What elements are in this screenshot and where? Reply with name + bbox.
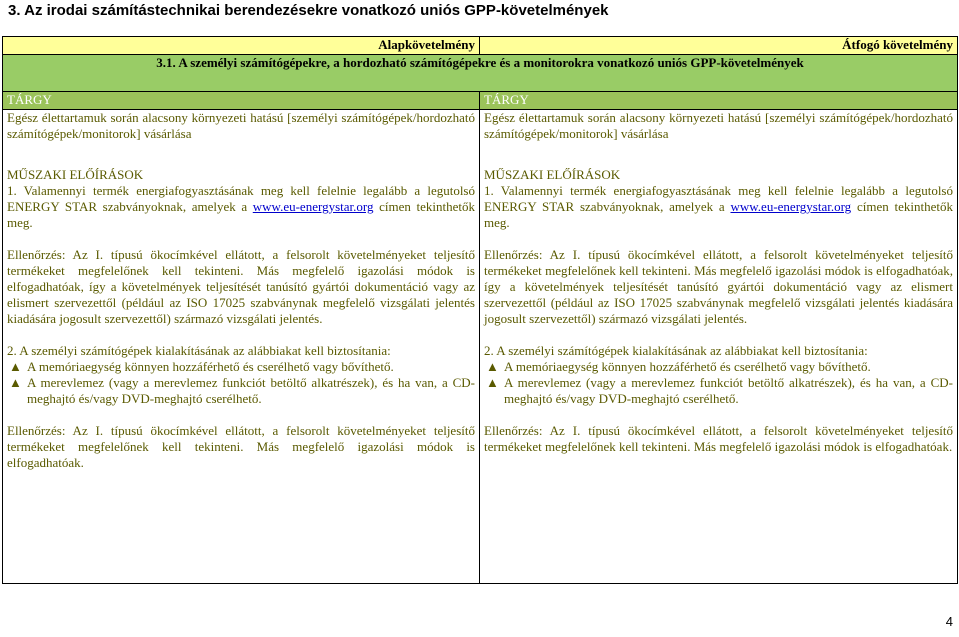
section-title: 3.1. A személyi számítógépekre, a hordozható számítógépekre és a monitorokra vonatkozó uniós GPP-követelmények	[3, 55, 958, 92]
left-subject-label: TÁRGY	[3, 92, 480, 110]
left-column-content	[3, 110, 480, 584]
bullet-icon: ▲	[486, 359, 499, 374]
right-verification-2-label: Ellenőrzés:	[484, 423, 543, 438]
right-subject-text: Egész élettartamuk során alacsony környezeti hatású [személyi számítógépek/hordozható számítógépek/monitorok] vásárlása	[484, 110, 953, 141]
list-item: ▲ A memóriaegység könnyen hozzáférhető és cserélhető vagy bővíthető.	[486, 359, 871, 374]
list-item: ▲ A merevlemez (vagy a merevlemez funkciót betöltő alkatrészek), és ha van, a CD-meghajtó és/vagy DVD-meghajtó cserélhető.	[486, 375, 953, 406]
subject-label-row	[3, 92, 958, 110]
column-header-row	[3, 37, 958, 55]
right-bullet-list	[484, 359, 953, 407]
left-verification-1-label: Ellenőrzés:	[7, 247, 66, 262]
energystar-link[interactable]: www.eu-energystar.org	[730, 199, 852, 214]
left-item-2-intro: 2. A személyi számítógépek kialakításának az alábbiakat kell biztosítania:	[7, 343, 391, 358]
left-subject-text: Egész élettartamuk során alacsony környezeti hatású [személyi számítógépek/hordozható számítógépek/monitorok] vásárlása	[7, 110, 475, 141]
left-item-1	[7, 183, 475, 231]
left-verification-1-text: Az I. típusú ökocímkével ellátott, a felsorolt követelményeket teljesítő termékeket megfelelőnek kell tekinteni. Más megfelelő igazolási módok is elfogadhatóak, így a követelmények teljesítését tanúsító gyártói dokumentáció vagy az elismert szervezettől (például az ISO 17025 szabványnak megfelelő vizsgálati jelentés kiadására jogosult szervezettől) származó vizsgálati jelentés.	[7, 247, 475, 326]
list-item: ▲ A memóriaegység könnyen hozzáférhető és cserélhető vagy bővíthető.	[9, 359, 394, 374]
right-item-2-intro: 2. A személyi számítógépek kialakításának az alábbiakat kell biztosítania:	[484, 343, 868, 358]
left-verification-2	[7, 423, 475, 471]
right-verification-2-text: Az I. típusú ökocímkével ellátott, a felsorolt követelményeket teljesítő termékeket megfelelőnek kell tekinteni. Más megfelelő igazolási módok is elfogadhatóak.	[484, 423, 953, 454]
page-number: 4	[945, 614, 953, 629]
core-criteria-header: Alapkövetelmény	[3, 37, 480, 55]
left-verification-2-label: Ellenőrzés:	[7, 423, 66, 438]
right-verification-1-text: Az I. típusú ökocímkével ellátott, a felsorolt követelményeket teljesítő termékeket megfelelőnek kell tekinteni. Más megfelelő igazolási módok is elfogadhatóak, így a követelmények teljesítését tanúsító gyártói dokumentáció vagy az elismert szervezettől (például az ISO 17025 szabványnak megfelelő vizsgálati jelentés kiadására jogosult szervezettől) származó vizsgálati jelentés.	[484, 247, 953, 326]
right-column-content	[480, 110, 958, 584]
right-verification-2	[484, 423, 953, 455]
left-bullet-list	[7, 359, 475, 407]
bullet-icon: ▲	[486, 375, 499, 390]
content-row	[3, 110, 958, 584]
section-title-row	[3, 55, 958, 92]
right-item-1-suffix: címen tekinthetők meg.	[484, 199, 953, 230]
right-subject-label: TÁRGY	[480, 92, 958, 110]
energystar-link[interactable]: www.eu-energystar.org	[252, 199, 374, 214]
list-item: ▲ A merevlemez (vagy a merevlemez funkciót betöltő alkatrészek), és ha van, a CD-meghajtó és/vagy DVD-meghajtó cserélhető.	[9, 375, 475, 406]
bullet-icon: ▲	[9, 375, 22, 390]
left-verification-2-text: Az I. típusú ökocímkével ellátott, a felsorolt követelményeket teljesítő termékeket megfelelőnek kell tekinteni. Más megfelelő igazolási módok is elfogadhatóak.	[7, 423, 475, 470]
right-item-1	[484, 183, 953, 231]
left-verification-1	[7, 247, 475, 327]
document-heading: 3. Az irodai számítástechnikai berendezésekre vonatkozó uniós GPP-követelmények	[8, 2, 609, 19]
right-verification-1-label: Ellenőrzés:	[484, 247, 543, 262]
bullet-icon: ▲	[9, 359, 22, 374]
right-verification-1	[484, 247, 953, 327]
right-spec-label: MŰSZAKI ELŐÍRÁSOK	[484, 167, 621, 182]
left-item-1-suffix: címen tekinthetők meg.	[7, 199, 475, 230]
left-item-1-text: 1. Valamennyi termék energiafogyasztásának meg kell felelnie legalább a legutolsó ENERGY STAR szabványoknak, amelyek a	[7, 183, 475, 214]
requirements-table	[2, 36, 958, 584]
left-spec-label: MŰSZAKI ELŐÍRÁSOK	[7, 167, 144, 182]
comprehensive-criteria-header: Átfogó követelmény	[480, 37, 958, 55]
right-item-1-text: 1. Valamennyi termék energiafogyasztásának meg kell felelnie legalább a legutolsó ENERGY STAR szabványoknak, amelyek a	[484, 183, 953, 214]
